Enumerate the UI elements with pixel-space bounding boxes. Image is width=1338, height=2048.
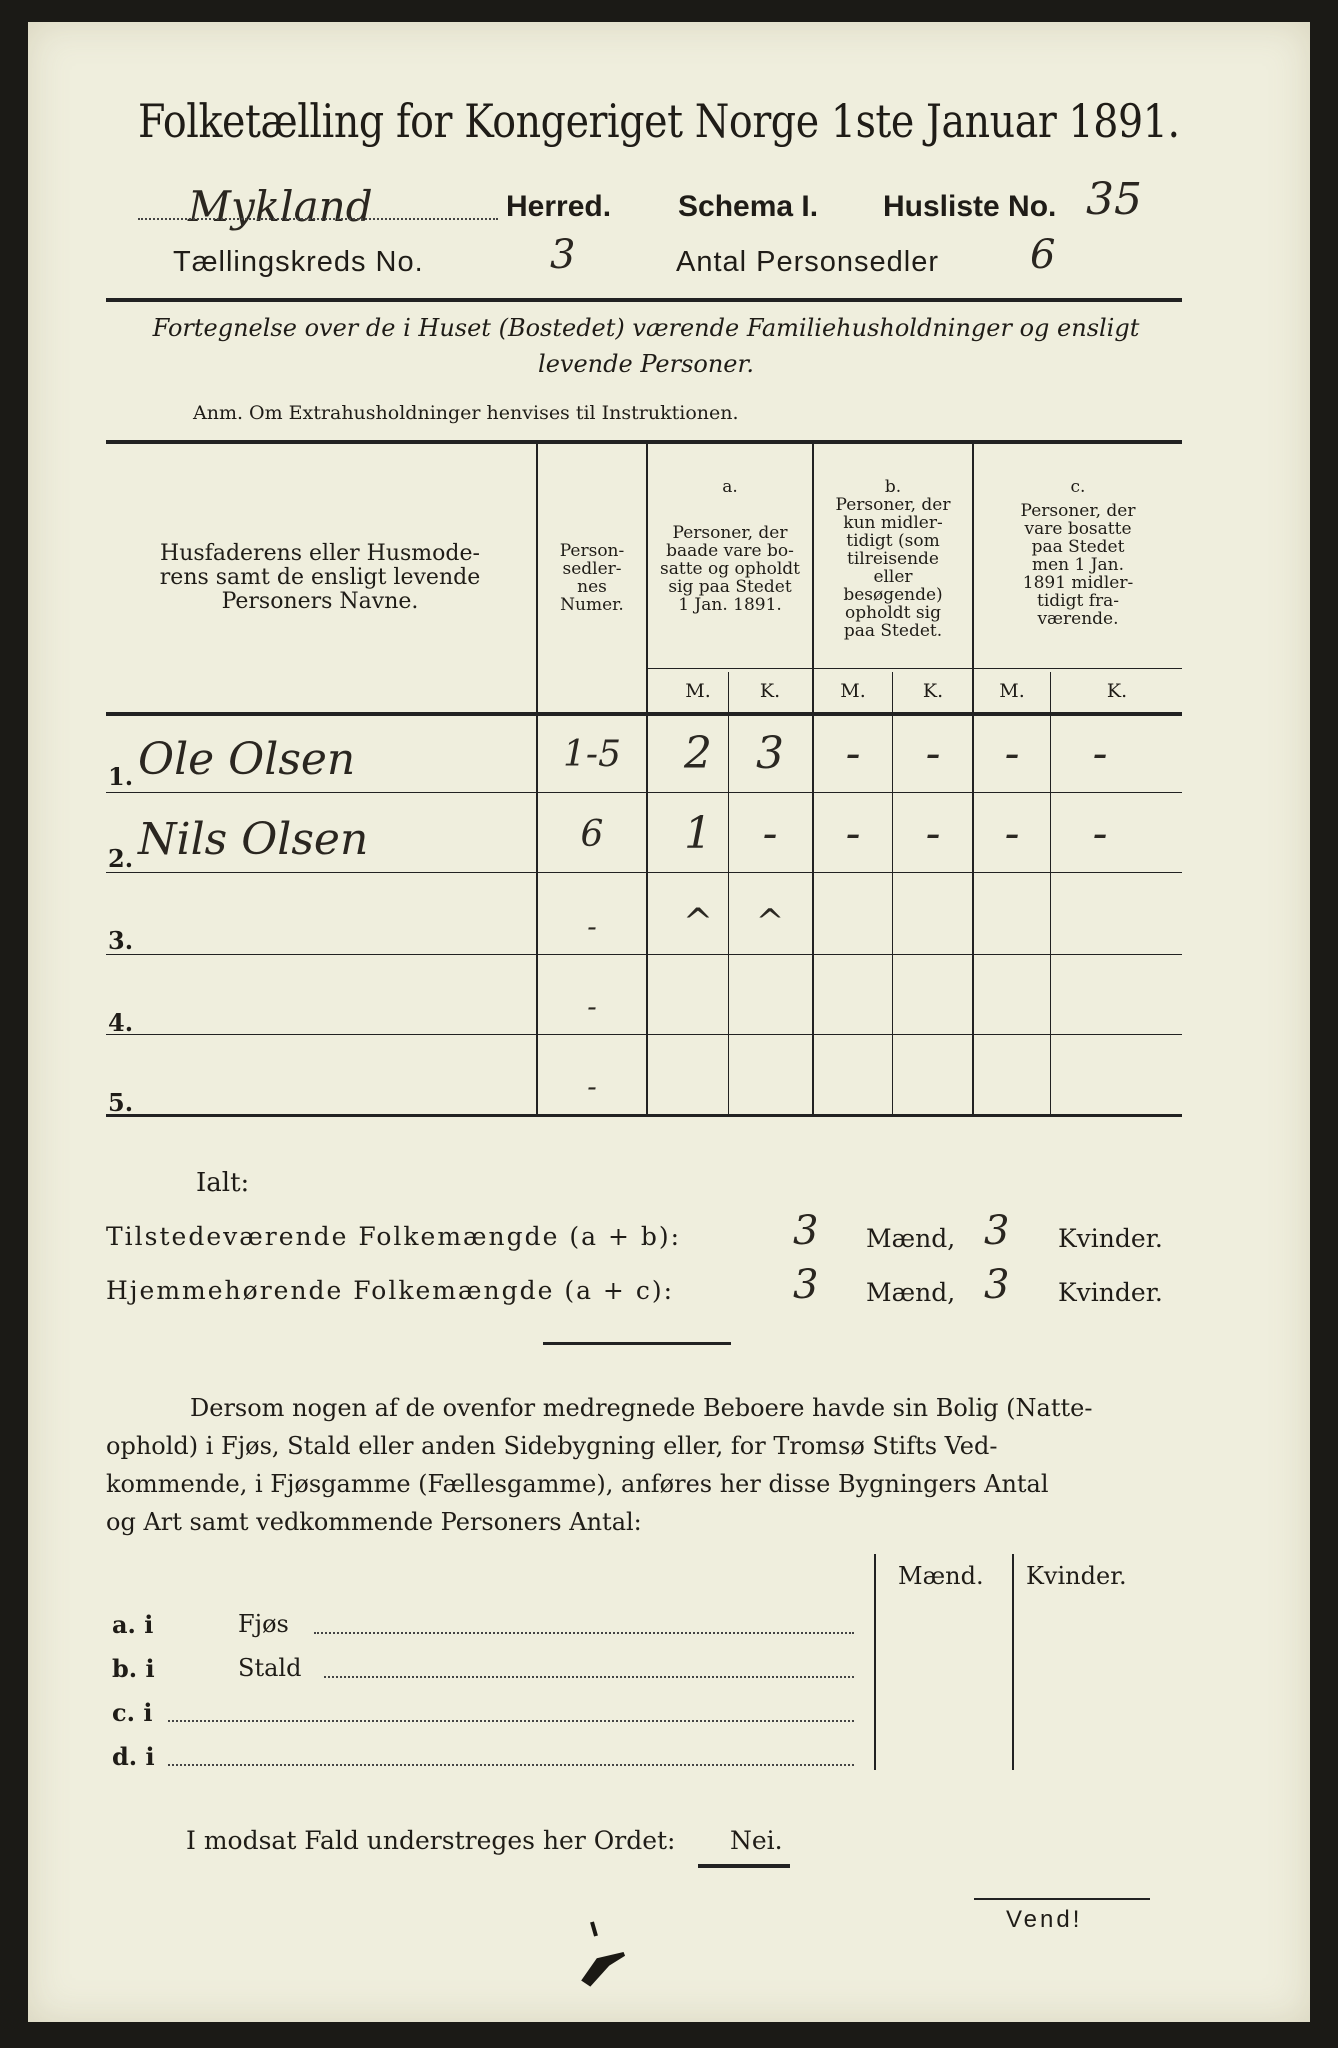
herred-value: Mykland xyxy=(188,182,373,231)
mk-header-rule xyxy=(648,668,1182,669)
col-num-header-line: nes xyxy=(577,577,607,597)
building-row-dots xyxy=(168,1764,854,1766)
table-bottom-rule xyxy=(106,1114,1182,1117)
row-number: 2. xyxy=(108,844,134,873)
kvinder-label: Kvinder. xyxy=(1058,1224,1163,1253)
vend-rule xyxy=(974,1898,1150,1900)
herred-dotted-line xyxy=(138,218,498,220)
col-a-header-line: 1 Jan. 1891. xyxy=(678,595,782,615)
col-b-header xyxy=(814,478,972,640)
col-divider-b-mk xyxy=(892,672,893,1114)
col-num-header-line: Person- xyxy=(559,541,625,561)
tilstedevaerende-kvinder-value: 3 xyxy=(984,1208,1010,1254)
building-row-key: a. i xyxy=(112,1610,154,1639)
building-row-key: c. i xyxy=(112,1698,153,1727)
a-m-value: ^ xyxy=(682,902,714,943)
ialt-label: Ialt: xyxy=(196,1168,250,1198)
kvinder-label: Kvinder. xyxy=(1058,1278,1163,1307)
header-rule xyxy=(106,298,1182,302)
col-b-header-line: eller xyxy=(873,567,913,587)
b-k-value: - xyxy=(925,728,941,779)
col-c-m-label: M. xyxy=(999,680,1025,702)
col-a-header-line: baade vare bo- xyxy=(666,541,794,561)
maend-label: Mænd, xyxy=(866,1278,956,1307)
tilstedevaerende-maend-value: 3 xyxy=(793,1208,819,1254)
col-b-header-line: kun midler- xyxy=(843,513,943,533)
col-c-header-line: Personer, der xyxy=(1020,501,1136,521)
buildings-kvinder-header: Kvinder. xyxy=(1026,1562,1127,1590)
c-m-value: - xyxy=(1004,808,1020,859)
col-a-header-line: satte og opholdt xyxy=(660,559,800,579)
a-m-value: 1 xyxy=(684,808,712,859)
row-rule-3 xyxy=(106,954,1182,955)
buildings-divider-1 xyxy=(874,1554,876,1770)
col-b-header-line: tidigt (som xyxy=(846,531,940,551)
para-line-2: ophold) i Fjøs, Stald eller anden Sidebygning eller, for Tromsø Stifts Ved- xyxy=(106,1432,998,1460)
maend-label: Mænd, xyxy=(866,1224,956,1253)
col-c-header-line: paa Stedet xyxy=(1031,537,1125,557)
nei-word: Nei. xyxy=(730,1826,783,1855)
col-b-header-line: besøgende) xyxy=(843,585,943,605)
person-name: Nils Olsen xyxy=(138,814,369,865)
antal-value: 6 xyxy=(1030,232,1056,278)
nei-underline xyxy=(698,1864,790,1868)
col-b-header-line: paa Stedet. xyxy=(843,621,943,641)
row-number: 3. xyxy=(108,926,134,955)
antal-label: Antal Personsedler xyxy=(676,246,940,278)
col-c-header-line: men 1 Jan. xyxy=(1031,555,1125,575)
col-c-letter: c. xyxy=(1070,477,1086,497)
intro-line-2: levende Personer. xyxy=(538,350,754,378)
a-k-value: 3 xyxy=(756,728,784,779)
col-c-header-line: tidigt fra- xyxy=(1036,591,1119,611)
col-b-header-line: opholdt sig xyxy=(845,603,941,623)
a-k-value: ^ xyxy=(755,902,785,942)
row-number: 1. xyxy=(108,762,134,791)
building-row-dots xyxy=(324,1676,854,1678)
col-divider-1 xyxy=(536,444,538,1114)
c-k-value: - xyxy=(1092,728,1108,779)
col-b-header-line: tilreisende xyxy=(846,549,939,569)
row-rule-1 xyxy=(106,792,1182,793)
building-row-dots xyxy=(314,1632,854,1634)
husliste-label: Husliste No. xyxy=(883,190,1057,223)
table-header-rule xyxy=(106,712,1182,716)
intro-line-1: Fortegnelse over de i Huset (Bostedet) værende Familiehusholdninger og ensligt xyxy=(152,314,1140,342)
col-num-header xyxy=(540,542,644,614)
building-row-dots xyxy=(168,1720,854,1722)
sedler-number: - xyxy=(587,990,597,1023)
person-name: Ole Olsen xyxy=(138,734,356,785)
col-a-header-line: sig paa Stedet xyxy=(668,577,792,597)
c-m-value: - xyxy=(1004,728,1020,779)
col-c-header-line: 1891 midler- xyxy=(1022,573,1134,593)
husliste-value: 35 xyxy=(1086,174,1142,225)
buildings-maend-header: Mænd. xyxy=(898,1562,984,1590)
sedler-number: - xyxy=(587,910,597,943)
col-name-header-line: Personers Navne. xyxy=(221,589,419,614)
separator-rule xyxy=(543,1342,731,1345)
col-b-header-line: Personer, der xyxy=(835,495,951,515)
para-line-4: og Art samt vedkommende Personers Antal: xyxy=(106,1508,642,1536)
kreds-label: Tællingskreds No. xyxy=(173,246,424,278)
building-row-key: b. i xyxy=(112,1654,155,1683)
herred-label: Herred. xyxy=(506,190,612,223)
building-row-label: Fjøs xyxy=(238,1610,289,1638)
row-number: 4. xyxy=(108,1008,134,1037)
building-row-label: Stald xyxy=(238,1654,302,1682)
col-a-header xyxy=(648,478,812,614)
a-m-value: 2 xyxy=(684,728,712,779)
form-title: Folketælling for Kongeriget Norge 1ste Januar 1891. xyxy=(138,94,1180,148)
c-k-value: - xyxy=(1092,808,1108,859)
schema-label: Schema I. xyxy=(678,190,819,223)
table-top-rule xyxy=(106,440,1182,444)
census-form-sheet xyxy=(28,22,1310,2022)
col-c-k-label: K. xyxy=(1106,680,1128,702)
b-m-value: - xyxy=(845,808,861,859)
b-m-value: - xyxy=(845,728,861,779)
ink-mark-icon xyxy=(578,1920,638,1990)
tilstedevaerende-label: Tilstedeværende Folkemængde (a + b): xyxy=(106,1222,682,1251)
hjemmehorende-label: Hjemmehørende Folkemængde (a + c): xyxy=(106,1276,674,1305)
col-a-k-label: K. xyxy=(759,680,781,702)
col-a-letter: a. xyxy=(722,477,738,497)
col-c-header-line: vare bosatte xyxy=(1024,519,1132,539)
b-k-value: - xyxy=(925,808,941,859)
kreds-value: 3 xyxy=(550,232,576,278)
col-b-k-label: K. xyxy=(922,680,944,702)
row-rule-4 xyxy=(106,1034,1182,1035)
row-rule-2 xyxy=(106,872,1182,873)
col-num-header-line: sedler- xyxy=(562,559,622,579)
col-b-m-label: M. xyxy=(840,680,866,702)
col-name-header xyxy=(110,542,530,614)
col-name-header-line: rens samt de ensligt levende xyxy=(159,565,481,590)
col-a-m-label: M. xyxy=(685,680,711,702)
a-k-value: - xyxy=(762,808,778,859)
col-c-header-line: værende. xyxy=(1037,609,1119,629)
sedler-number: - xyxy=(587,1070,597,1103)
sedler-number: 6 xyxy=(580,814,604,855)
col-a-header-line: Personer, der xyxy=(672,523,788,543)
col-c-header xyxy=(974,478,1182,628)
sedler-number: 1-5 xyxy=(563,734,621,775)
hjemmehorende-maend-value: 3 xyxy=(793,1262,819,1308)
buildings-divider-2 xyxy=(1012,1554,1014,1770)
col-num-header-line: Numer. xyxy=(560,595,624,615)
building-row-key: d. i xyxy=(112,1742,155,1771)
anm-note: Anm. Om Extrahusholdninger henvises til Instruktionen. xyxy=(193,402,739,424)
para-line-3: kommende, i Fjøsgamme (Fællesgamme), anføres her disse Bygningers Antal xyxy=(106,1470,1049,1498)
modsat-text: I modsat Fald understreges her Ordet: xyxy=(186,1826,676,1855)
hjemmehorende-kvinder-value: 3 xyxy=(984,1262,1010,1308)
row-number: 5. xyxy=(108,1088,134,1117)
col-divider-c-mk xyxy=(1050,672,1051,1114)
col-b-letter: b. xyxy=(884,477,902,497)
vend-text: Vend! xyxy=(1006,1906,1083,1933)
para-line-1: Dersom nogen af de ovenfor medregnede Beboere havde sin Bolig (Natte- xyxy=(190,1394,1093,1422)
col-name-header-line: Husfaderens eller Husmode- xyxy=(160,541,480,566)
col-divider-a-mk xyxy=(728,672,729,1114)
